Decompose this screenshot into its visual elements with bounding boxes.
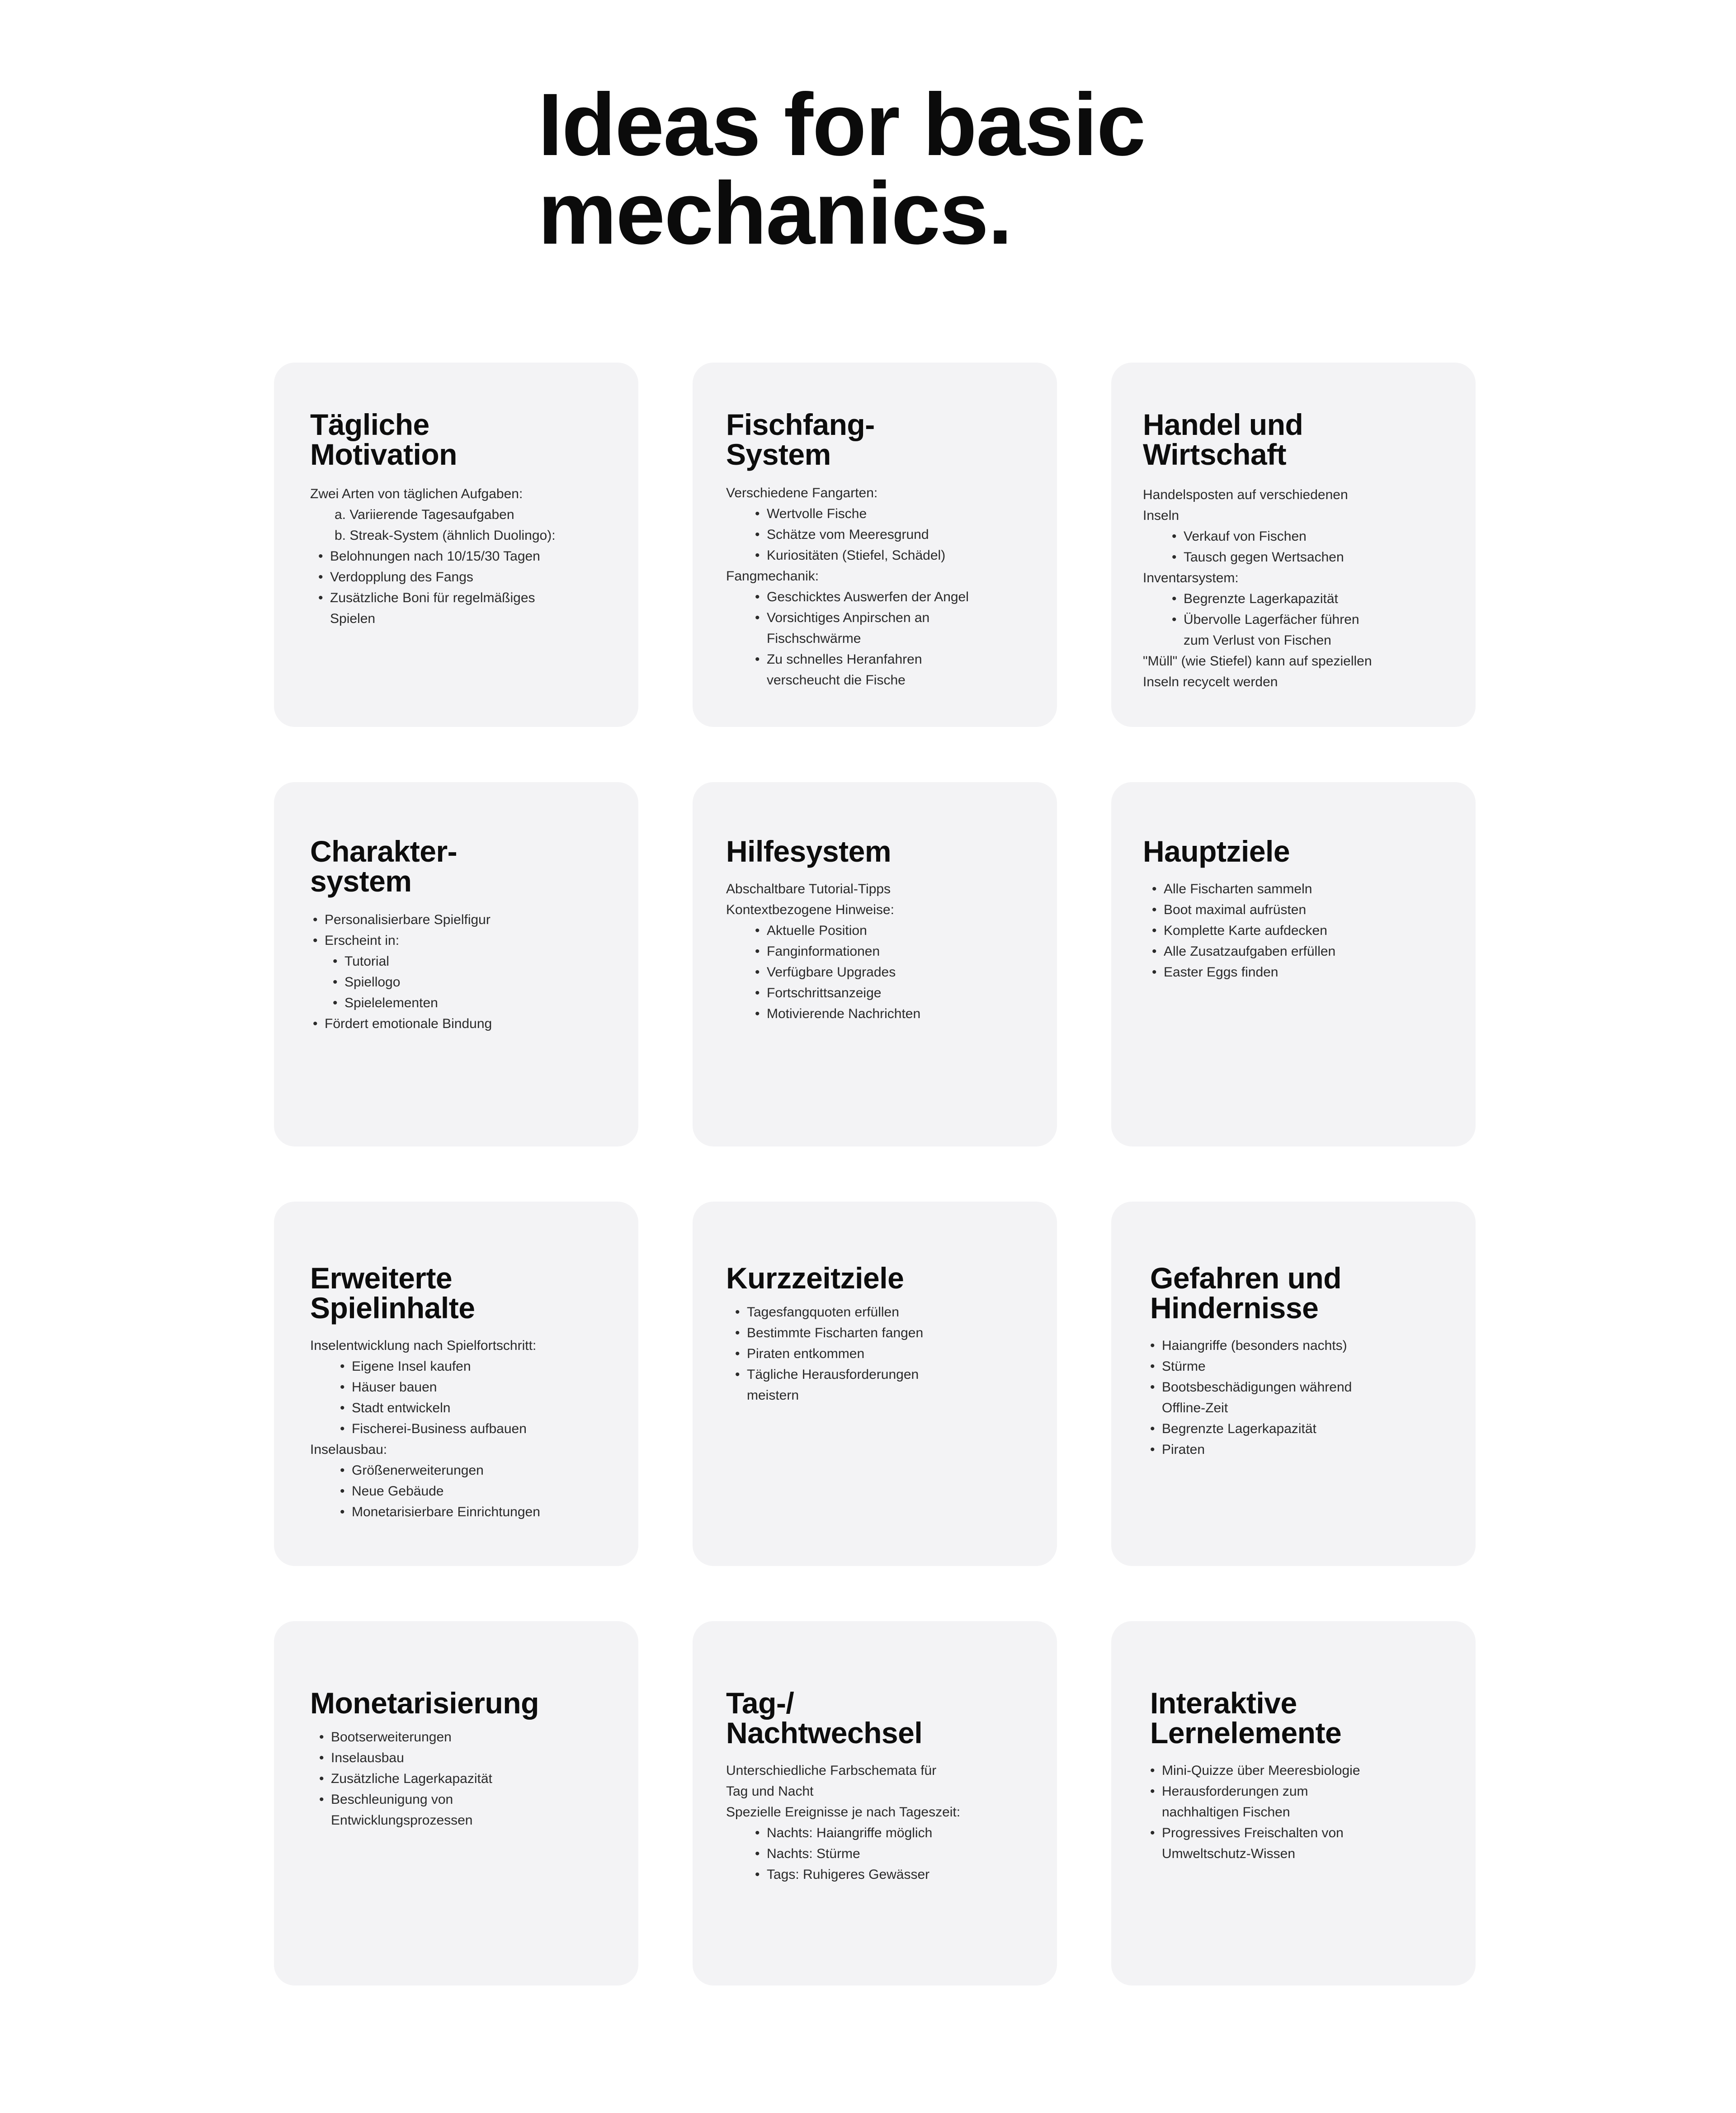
card-body (310, 910, 599, 1034)
page-title (538, 75, 1307, 263)
list-item: Handelsposten auf verschiedenen (1143, 487, 1348, 502)
list-item: Spezielle Ereignisse je nach Tageszeit: (726, 1805, 961, 1820)
list-item: Inseln recycelt werden (1143, 674, 1278, 689)
card-title (726, 836, 891, 866)
list-item: • Spiellogo (310, 972, 599, 993)
list-item: Verschiedene Fangarten: (726, 486, 878, 500)
list-item: Inseln (1143, 508, 1179, 523)
list-item: • Personalisierbare Spielfigur (310, 910, 599, 930)
list-item: a. Variierende Tagesaufgaben (335, 507, 514, 522)
list-item: • Verdopplung des Fangs (310, 567, 599, 588)
list-item: verscheucht die Fische (767, 673, 906, 688)
card-title-line-2: Spielinhalte (310, 1291, 475, 1325)
list-item: • Bootsbeschädigungen während (1150, 1377, 1439, 1398)
card-title-line-2: Nachtwechsel (726, 1716, 923, 1750)
list-item: • Nachts: Haiangriffe möglich (726, 1823, 1015, 1844)
list-item: • Tutorial (310, 951, 599, 972)
card-tag-nachtwechsel (693, 1621, 1057, 1986)
list-item: • Erscheint in: (310, 930, 599, 951)
list-item: • Inselausbau (310, 1748, 599, 1769)
card-title-line-2: Motivation (310, 438, 457, 471)
card-title (1150, 1688, 1341, 1748)
card-title-line-1: Hauptziele (1143, 835, 1290, 868)
list-item: • Alle Zusatzaufgaben erfüllen (1143, 941, 1432, 962)
card-erweiterte-spielinhalte (274, 1202, 638, 1566)
card-title (310, 1263, 475, 1323)
list-item: Inselentwicklung nach Spielfortschritt: (310, 1338, 537, 1353)
list-item: • Monetarisierbare Einrichtungen (310, 1502, 599, 1523)
list-item: • Fördert emotionale Bindung (310, 1014, 599, 1034)
card-title-line-2: Hindernisse (1150, 1291, 1319, 1325)
list-item: • Zusätzliche Lagerkapazität (310, 1769, 599, 1789)
card-interaktive-lernelemente (1111, 1621, 1476, 1986)
list-item: • Komplette Karte aufdecken (1143, 920, 1432, 941)
card-gefahren-und-hindernisse (1111, 1202, 1476, 1566)
list-item: • Spielelementen (310, 993, 599, 1014)
card-title-line-1: Charakter- (310, 835, 458, 868)
list-item: • Tausch gegen Wertsachen (1143, 547, 1432, 568)
list-item: Fangmechanik: (726, 569, 819, 584)
list-item: Umweltschutz-Wissen (1162, 1846, 1296, 1861)
list-item: • Begrenzte Lagerkapazität (1143, 589, 1432, 609)
list-item: • Motivierende Nachrichten (726, 1004, 1015, 1024)
list-item: Zwei Arten von täglichen Aufgaben: (310, 486, 523, 501)
list-item: Tag und Nacht (726, 1784, 814, 1799)
list-item: • Mini-Quizze über Meeresbiologie (1150, 1760, 1439, 1781)
card-title-line-1: Fischfang- (726, 408, 875, 441)
card-fischfang-system (693, 363, 1057, 727)
list-item: • Nachts: Stürme (726, 1844, 1015, 1864)
list-item: • Herausforderungen zum (1150, 1781, 1439, 1802)
list-item: • Schätze vom Meeresgrund (726, 524, 1015, 545)
card-title (1150, 1263, 1341, 1323)
card-hilfesystem (693, 782, 1057, 1146)
list-item: • Beschleunigung von (310, 1789, 599, 1810)
list-item: • Alle Fischarten sammeln (1143, 879, 1432, 900)
card-title (726, 1263, 904, 1293)
card-charaktersystem (274, 782, 638, 1146)
card-title-line-1: Tägliche (310, 408, 429, 441)
page-title-line-2: mechanics. (538, 164, 1012, 263)
list-item: • Tagesfangquoten erfüllen (726, 1302, 1015, 1323)
list-item: • Übervolle Lagerfächer führen (1143, 609, 1432, 630)
list-item: • Tags: Ruhigeres Gewässer (726, 1864, 1015, 1885)
card-hauptziele (1111, 782, 1476, 1146)
card-title-line-1: Interaktive (1150, 1686, 1297, 1720)
card-body (726, 879, 1015, 1024)
card-title (1143, 410, 1303, 469)
list-item: • Piraten (1150, 1439, 1439, 1460)
list-item: • Wertvolle Fische (726, 504, 1015, 524)
list-item: • Zusätzliche Boni für regelmäßiges (310, 588, 599, 608)
list-item: • Verfügbare Upgrades (726, 962, 1015, 983)
card-body (1150, 1335, 1439, 1460)
list-item: • Progressives Freischalten von (1150, 1823, 1439, 1844)
list-item: • Vorsichtiges Anpirschen an (726, 608, 1015, 628)
card-title-line-1: Handel und (1143, 408, 1303, 441)
card-monetarisierung (274, 1621, 638, 1986)
card-body (1143, 879, 1432, 983)
card-title (310, 410, 457, 469)
list-item: • Fischerei-Business aufbauen (310, 1419, 599, 1439)
list-item: Kontextbezogene Hinweise: (726, 902, 894, 917)
list-item: • Größenerweiterungen (310, 1460, 599, 1481)
list-item: • Aktuelle Position (726, 920, 1015, 941)
card-title-line-2: Lernelemente (1150, 1716, 1342, 1750)
card-body (726, 483, 1015, 691)
list-item: • Neue Gebäude (310, 1481, 599, 1502)
list-item: • Haiangriffe (besonders nachts) (1150, 1335, 1439, 1356)
list-item: • Piraten entkommen (726, 1344, 1015, 1364)
card-kurzzeitziele (693, 1202, 1057, 1566)
list-item: • Zu schnelles Heranfahren (726, 649, 1015, 670)
card-title-line-1: Gefahren und (1150, 1261, 1342, 1295)
card-body (310, 1727, 599, 1831)
list-item: b. Streak-System (ähnlich Duolingo): (335, 528, 556, 543)
card-title-line-1: Monetarisierung (310, 1686, 539, 1720)
list-item: Offline-Zeit (1162, 1401, 1228, 1415)
list-item: • Verkauf von Fischen (1143, 526, 1432, 547)
card-body (310, 1335, 599, 1523)
card-title (310, 1688, 539, 1718)
card-title-line-1: Kurzzeitziele (726, 1261, 904, 1295)
page-title-line-1: Ideas for basic (538, 75, 1145, 174)
card-body (310, 484, 599, 629)
list-item: Inselausbau: (310, 1442, 387, 1457)
list-item: • Kuriositäten (Stiefel, Schädel) (726, 545, 1015, 566)
card-title (310, 836, 457, 896)
list-item: • Häuser bauen (310, 1377, 599, 1398)
card-title (726, 1688, 922, 1748)
list-item: • Tägliche Herausforderungen (726, 1364, 1015, 1385)
list-item: • Bestimmte Fischarten fangen (726, 1323, 1015, 1344)
card-handel-und-wirtschaft (1111, 363, 1476, 727)
card-title-line-2: system (310, 864, 412, 898)
list-item: • Easter Eggs finden (1143, 962, 1432, 983)
card-title-line-1: Erweiterte (310, 1261, 453, 1295)
list-item: Entwicklungsprozessen (331, 1813, 473, 1828)
list-item: • Fortschrittsanzeige (726, 983, 1015, 1004)
list-item: Unterschiedliche Farbschemata für (726, 1763, 937, 1778)
list-item: zum Verlust von Fischen (1184, 633, 1331, 648)
list-item: meistern (747, 1388, 799, 1403)
card-title (1143, 836, 1290, 866)
card-body (1143, 485, 1432, 693)
list-item: Inventarsystem: (1143, 571, 1239, 585)
card-title-line-2: Wirtschaft (1143, 438, 1287, 471)
list-item: • Begrenzte Lagerkapazität (1150, 1419, 1439, 1439)
list-item: • Stürme (1150, 1356, 1439, 1377)
list-item: • Fanginformationen (726, 941, 1015, 962)
list-item: • Stadt entwickeln (310, 1398, 599, 1419)
list-item: • Belohnungen nach 10/15/30 Tagen (310, 546, 599, 567)
card-taegliche-motivation (274, 363, 638, 727)
list-item: Abschaltbare Tutorial-Tipps (726, 882, 891, 896)
list-item: "Müll" (wie Stiefel) kann auf speziellen (1143, 654, 1372, 669)
card-title-line-1: Tag-/ (726, 1686, 794, 1720)
list-item: • Bootserweiterungen (310, 1727, 599, 1748)
list-item: • Eigene Insel kaufen (310, 1356, 599, 1377)
list-item: Spielen (330, 611, 376, 626)
list-item: Fischschwärme (767, 631, 861, 646)
list-item: • Geschicktes Auswerfen der Angel (726, 587, 1015, 608)
card-title-line-2: System (726, 438, 831, 471)
card-title-line-1: Hilfesystem (726, 835, 892, 868)
card-body (726, 1760, 1015, 1885)
list-item: nachhaltigen Fischen (1162, 1805, 1290, 1820)
list-item: • Boot maximal aufrüsten (1143, 900, 1432, 920)
card-body (726, 1302, 1015, 1406)
card-title (726, 410, 875, 469)
card-body (1150, 1760, 1439, 1864)
